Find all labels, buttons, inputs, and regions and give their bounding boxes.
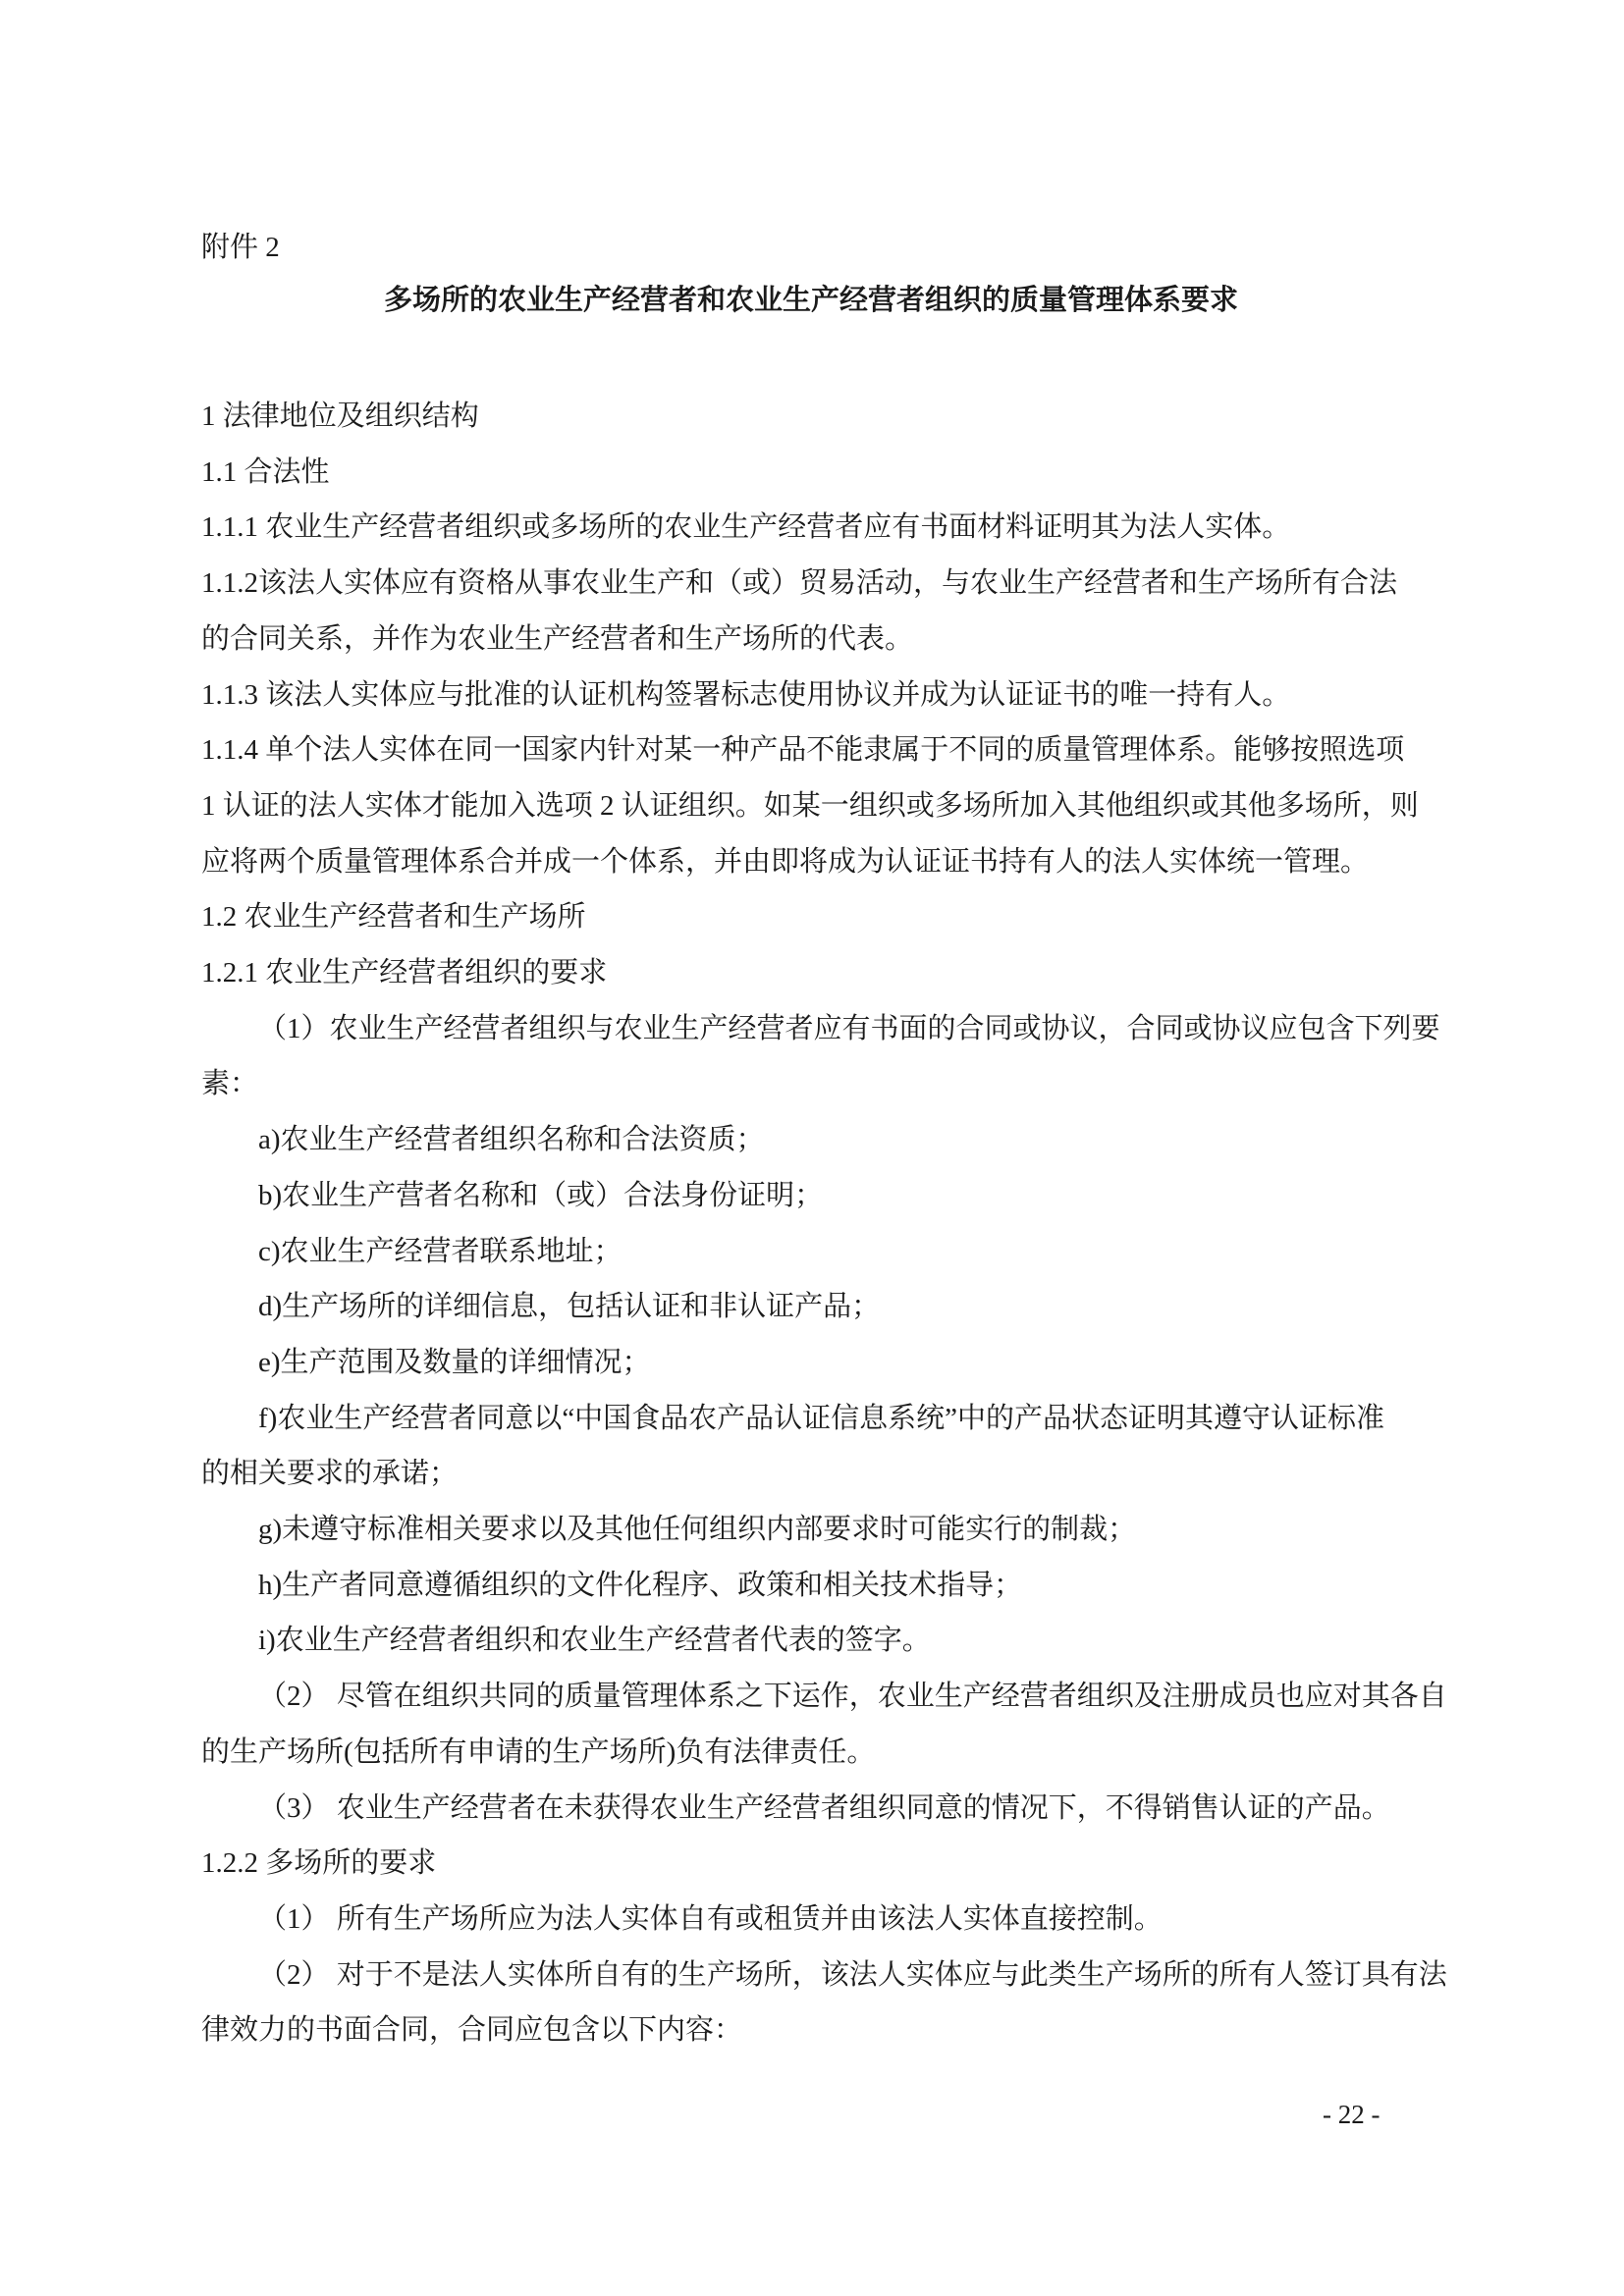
document-line: （2） 对于不是法人实体所自有的生产场所，该法人实体应与此类生产场所的所有人签订具有法 [258,1958,1447,1991]
document-line: h)生产者同意遵循组织的文件化程序、政策和相关技术指导； [258,1569,1023,1601]
document-line: （1） 所有生产场所应为法人实体自有或租赁并由该法人实体直接控制。 [258,1902,1163,1935]
document-line: （2） 尽管在组织共同的质量管理体系之下运作，农业生产经营者组织及注册成员也应对其各自 [258,1681,1447,1713]
document-line: 1 法律地位及组织结构 [201,400,479,432]
document-line: 1.1.4 单个法人实体在同一国家内针对某一种产品不能隶属于不同的质量管理体系。能够按照选项 [201,734,1405,767]
document-line: 1.1.3 该法人实体应与批准的认证机构签署标志使用协议并成为认证证书的唯一持有人。 [201,678,1291,711]
document-body [201,389,1447,2058]
document-line: 律效力的书面合同，合同应包含以下内容： [201,2014,743,2047]
document-line: f)农业生产经营者同意以“中国食品农产品认证信息系统”中的产品状态证明其遵守认证标准 [258,1402,1385,1434]
document-line: 应将两个质量管理体系合并成一个体系，并由即将成为认证证书持有人的法人实体统一管理。 [201,845,1370,878]
document-title: 多场所的农业生产经营者和农业生产经营者组织的质量管理体系要求 [383,285,1238,316]
document-line: a)农业生产经营者组织名称和合法资质； [258,1124,765,1156]
document-line: （3） 农业生产经营者在未获得农业生产经营者组织同意的情况下，不得销售认证的产品。 [258,1791,1390,1824]
document-line: 1.1 合法性 [201,455,330,488]
document-line: 1.1.2该法人实体应有资格从事农业生产和（或）贸易活动，与农业生产经营者和生产场所有合法 [201,567,1398,600]
document-line: 1.1.1 农业生产经营者组织或多场所的农业生产经营者应有书面材料证明其为法人实体。 [201,511,1291,544]
page-number: - 22 - [1323,2100,1380,2129]
document-line: 素： [201,1068,259,1100]
document-line: c)农业生产经营者联系地址； [258,1235,623,1267]
document-line: 的相关要求的承诺； [201,1458,459,1490]
document-line: g)未遵守标准相关要求以及其他任何组织内部要求时可能实行的制裁； [258,1514,1137,1546]
document-line: 1 认证的法人实体才能加入选项 2 认证组织。如某一组织或多场所加入其他组织或其他多场所，则 [201,789,1419,822]
document-line: 1.2.2 多场所的要求 [201,1847,437,1880]
document-line: 的生产场所(包括所有申请的生产场所)负有法律责任。 [201,1735,876,1768]
document-line: 1.2 农业生产经营者和生产场所 [201,901,586,934]
document-line: （1）农业生产经营者组织与农业生产经营者应有书面的合同或协议，合同或协议应包含下列要 [258,1012,1440,1044]
document-line: b)农业生产营者名称和（或）合法身份证明； [258,1179,824,1211]
attachment-label: 附件 2 [201,232,280,263]
document-line: e)生产范围及数量的详细情况； [258,1346,651,1378]
document-line: 1.2.1 农业生产经营者组织的要求 [201,957,608,989]
document-line: d)生产场所的详细信息，包括认证和非认证产品； [258,1291,881,1323]
document-line: i)农业生产经营者组织和农业生产经营者代表的签字。 [258,1625,931,1657]
document-line: 的合同关系，并作为农业生产经营者和生产场所的代表。 [201,622,914,655]
